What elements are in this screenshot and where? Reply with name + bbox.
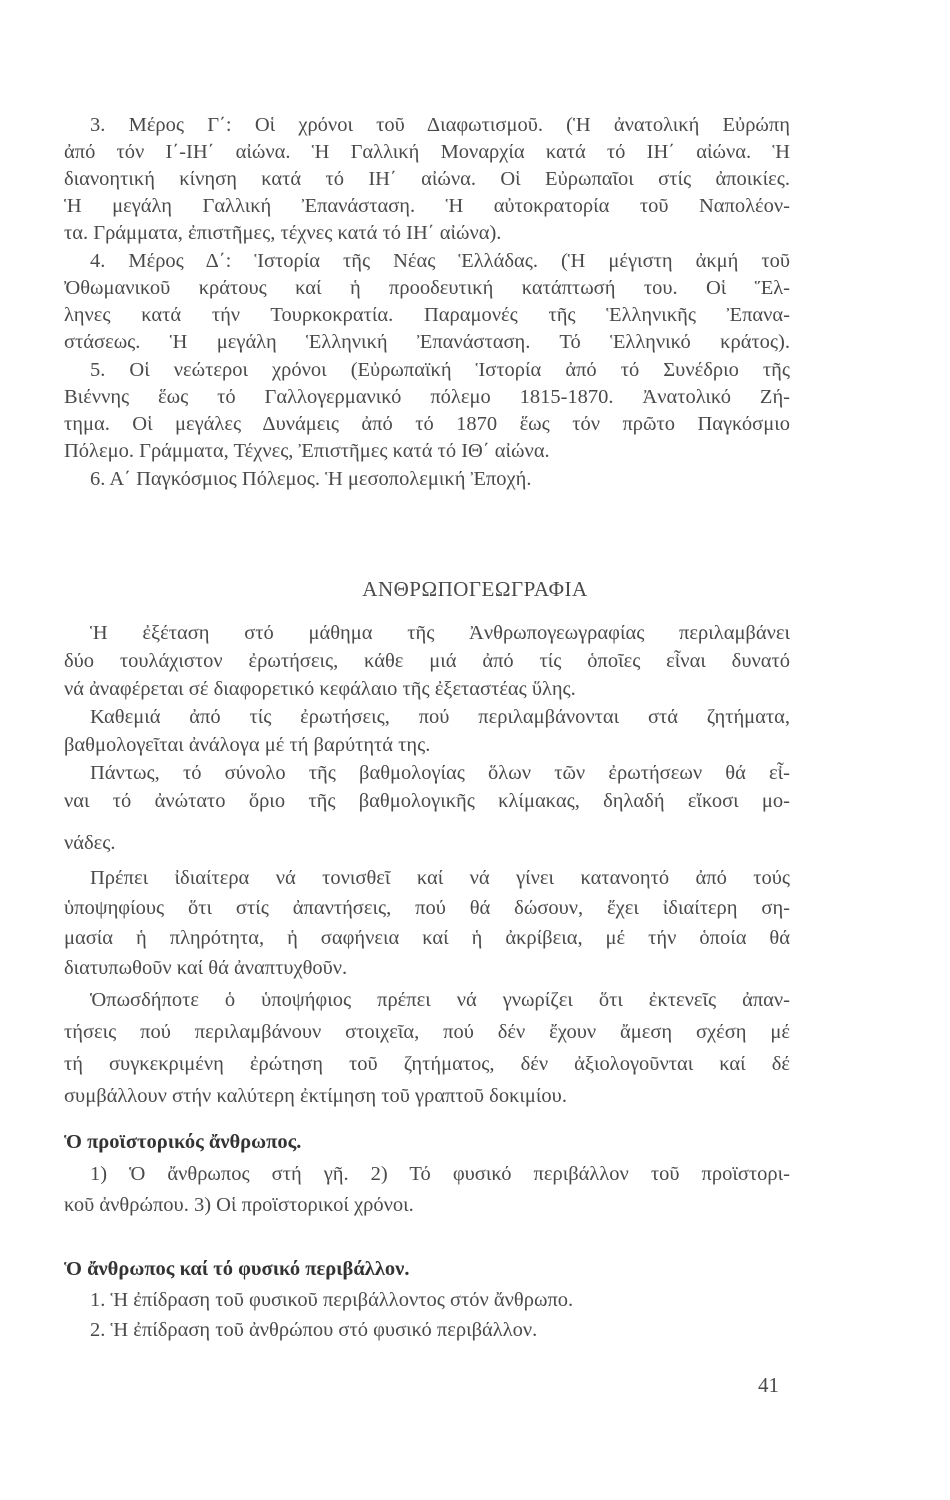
text-line: συμβάλλουν στήν καλύτερη ἐκτίμηση τοῦ γραπτοῦ δοκιμίου. — [64, 1085, 567, 1107]
text-line: 1. Ἡ ἐπίδραση τοῦ φυσικοῦ περιβάλλοντος στόν ἄνθρωπο. — [90, 1289, 574, 1311]
text-line: 3. Μέρος Γ΄: Οἱ χρόνοι τοῦ Διαφωτισμοῦ. (Ἡ ἀνατολική Εὐρώπη — [90, 114, 790, 136]
text-line: Βιέννης ἕως τό Γαλλογερμανικό πόλεμο 1815-1870. Ἀνατολικό Ζή- — [64, 386, 790, 408]
text-line: δύο τουλάχιστον ἐρωτήσεις, κάθε μιά ἀπό τίς ὁποῖες εἶναι δυνατό — [64, 650, 790, 672]
text-line: 2. Ἡ ἐπίδραση τοῦ ἀνθρώπου στό φυσικό περιβάλλον. — [90, 1319, 538, 1341]
section-title: ΑΝΘΡΩΠΟΓΕΩΓΡΑΦΙΑ — [362, 577, 588, 601]
text-line: κοῦ ἀνθρώπου. 3) Οἱ προϊστορικοί χρόνοι. — [64, 1194, 414, 1216]
text-line: Πάντως, τό σύνολο τῆς βαθμολογίας ὅλων τῶν ἐρωτήσεων θά εἶ- — [90, 762, 790, 784]
text-line: Ὀθωμανικοῦ κράτους καί ἡ προοδευτική κατάπτωσή του. Οἱ Ἕλ- — [64, 277, 790, 299]
text-line: τή συγκεκριμένη ἐρώτηση τοῦ ζητήματος, δέν ἀξιολογοῦνται καί δέ — [64, 1053, 790, 1075]
text-line: 1) Ὁ ἄνθρωπος στή γῆ. 2) Τό φυσικό περιβάλλον τοῦ προϊστορι- — [90, 1163, 790, 1185]
text-line: Πρέπει ἰδιαίτερα νά τονισθεῖ καί νά γίνει κατανοητό ἀπό τούς — [90, 867, 790, 889]
text-line: Πόλεμο. Γράμματα, Τέχνες, Ἐπιστῆμες κατά τό ΙΘ΄ αἰώνα. — [64, 440, 550, 462]
text-line: ἀπό τόν Ι΄-ΙΗ΄ αἰώνα. Ἡ Γαλλική Μοναρχία κατά τό ΙΗ΄ αἰώνα. Ἡ — [64, 141, 790, 163]
text-line: νάδες. — [64, 832, 116, 854]
text-line: 4. Μέρος Δ΄: Ἱστορία τῆς Νέας Ἑλλάδας. (Ἡ μέγιστη ἀκμή τοῦ — [90, 250, 790, 272]
text-line: τήσεις πού περιλαμβάνουν στοιχεῖα, πού δέν ἔχουν ἄμεση σχέση μέ — [64, 1021, 790, 1043]
text-line: Ὁπωσδήποτε ὁ ὑποψήφιος πρέπει νά γνωρίζει ὅτι ἐκτενεῖς ἀπαν- — [90, 989, 790, 1011]
text-line: τα. Γράμματα, ἐπιστῆμες, τέχνες κατά τό ΙΗ΄ αἰώνα). — [64, 222, 502, 244]
text-line: νά ἀναφέρεται σέ διαφορετικό κεφάλαιο τῆς ἐξεταστέας ὕλης. — [64, 678, 576, 700]
text-line: ληνες κατά τήν Τουρκοκρατία. Παραμονές τῆς Ἑλληνικῆς Ἐπανα- — [64, 304, 790, 326]
text-line: 5. Οἱ νεώτεροι χρόνοι (Εὐρωπαϊκή Ἱστορία ἀπό τό Συνέδριο τῆς — [90, 359, 790, 381]
text-line: βαθμολογεῖται ἀνάλογα μέ τή βαρύτητά της. — [64, 734, 431, 756]
text-line: Ἡ ἐξέταση στό μάθημα τῆς Ἀνθρωπογεωγραφίας περιλαμβάνει — [90, 622, 790, 644]
text-line: στάσεως. Ἡ μεγάλη Ἑλληνική Ἐπανάσταση. Τό Ἑλληνικό κράτος). — [64, 331, 790, 353]
text-line: ὑποψηφίους ὅτι στίς ἀπαντήσεις, πού θά δώσουν, ἔχει ἰδιαίτερη ση- — [64, 897, 790, 919]
text-line: 6. Α΄ Παγκόσμιος Πόλεμος. Ἡ μεσοπολεμική Ἐποχή. — [90, 468, 532, 490]
text-line: διατυπωθοῦν καί θά ἀναπτυχθοῦν. — [64, 957, 348, 979]
text-line: μασία ἡ πληρότητα, ἡ σαφήνεια καί ἡ ἀκρίβεια, μέ τήν ὁποία θά — [64, 927, 790, 949]
text-line: διανοητική κίνηση κατά τό ΙΗ΄ αἰώνα. Οἱ Εὐρωπαῖοι στίς ἀποικίες. — [64, 168, 790, 190]
topic-heading: Ὁ ἄνθρωπος καί τό φυσικό περιβάλλον. — [64, 1258, 410, 1280]
text-line: Καθεμιά ἀπό τίς ἐρωτήσεις, πού περιλαμβάνονται στά ζητήματα, — [90, 706, 790, 728]
page-number: 41 — [758, 1373, 779, 1397]
text-line: Ἡ μεγάλη Γαλλική Ἐπανάσταση. Ἡ αὐτοκρατορία τοῦ Ναπολέον- — [64, 195, 790, 217]
text-line: τημα. Οἱ μεγάλες Δυνάμεις ἀπό τό 1870 ἕως τόν πρῶτο Παγκόσμιο — [64, 413, 790, 435]
text-line: ναι τό ἀνώτατο ὅριο τῆς βαθμολογικῆς κλίμακας, δηλαδή εἴκοσι μο- — [64, 790, 790, 812]
topic-heading: Ὁ προϊστορικός ἄνθρωπος. — [64, 1131, 302, 1153]
